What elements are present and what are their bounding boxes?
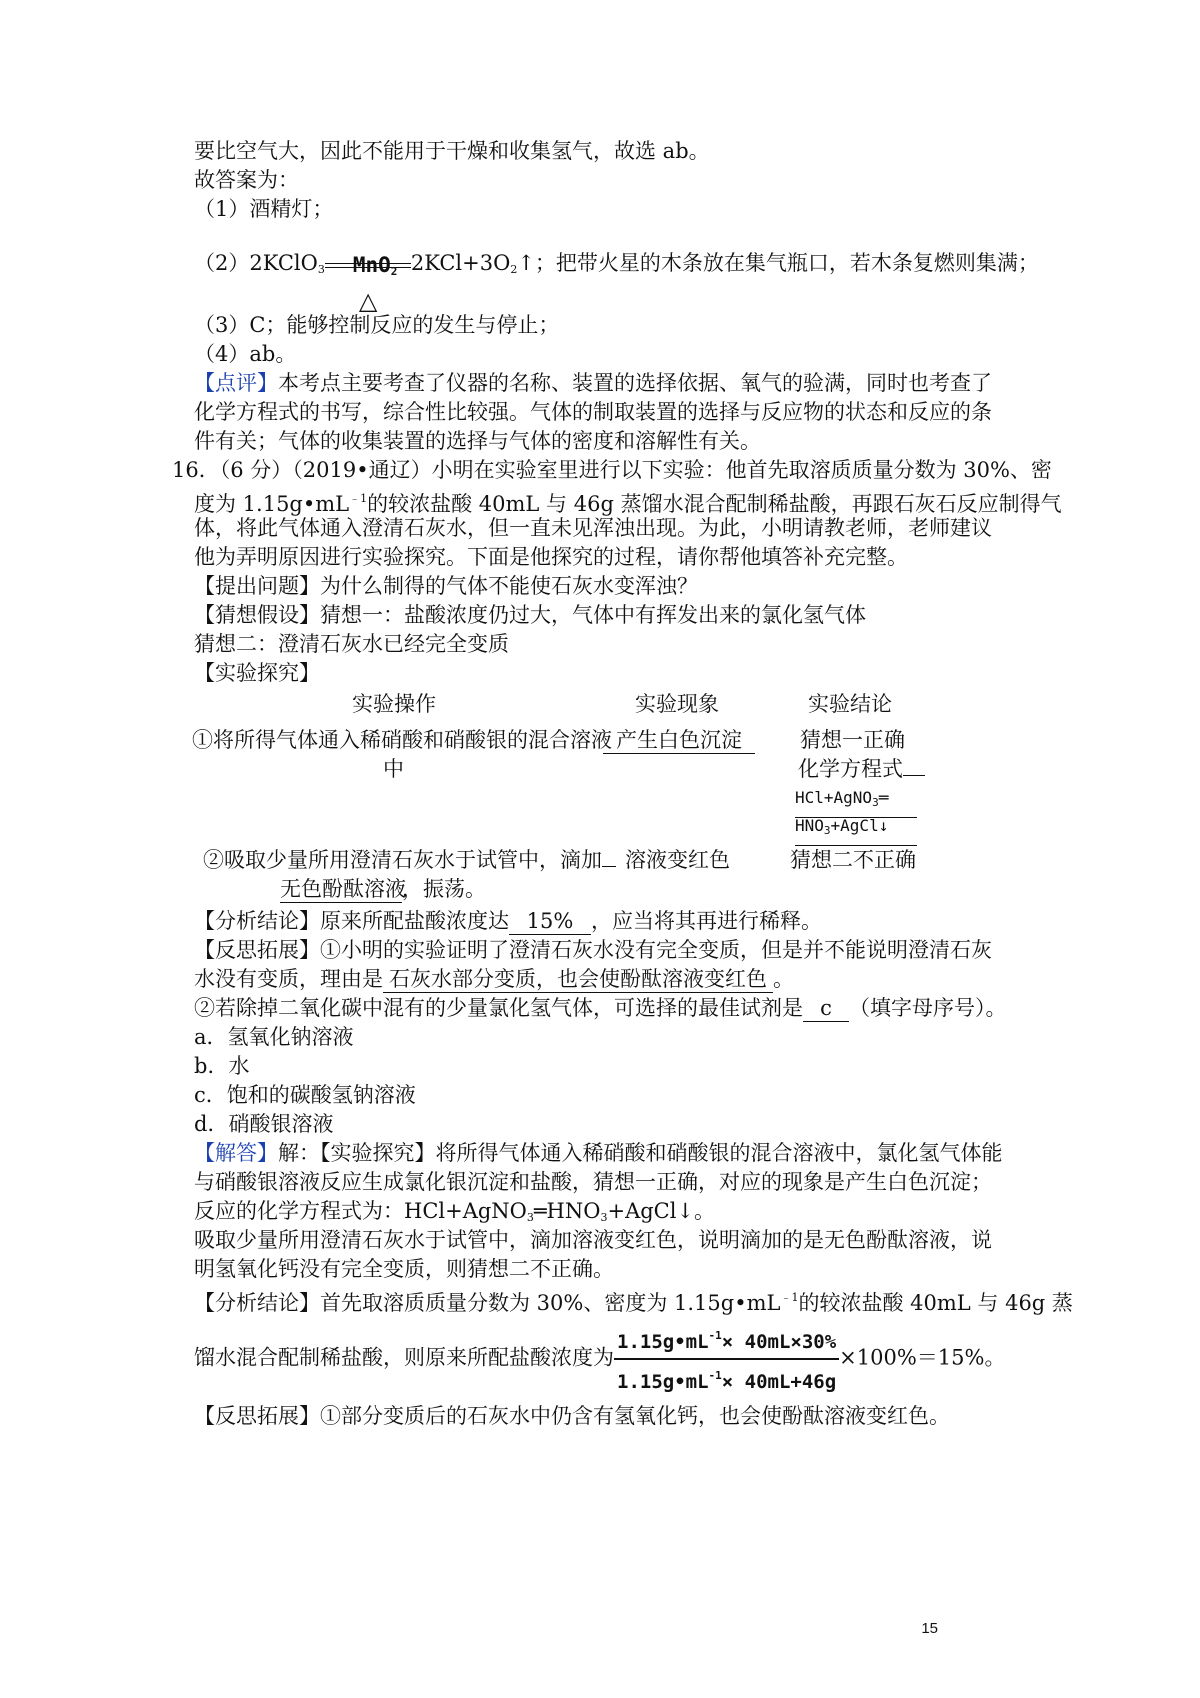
- table-cell: 猜想一正确: [800, 728, 905, 752]
- option-b: b．水: [194, 1054, 250, 1078]
- subscript: 3: [317, 263, 325, 276]
- option-a: a．氢氧化钠溶液: [194, 1025, 354, 1049]
- solution-line: 【解答】解：【实验探究】将所得气体通入稀硝酸和硝酸银的混合溶液中，氯化氢气体能: [194, 1141, 1003, 1165]
- text-line: 吸取少量所用澄清石灰水于试管中，滴加溶液变红色，说明滴加的是无色酚酞溶液，说: [194, 1228, 992, 1252]
- answer-blank: 无色酚酞溶液: [280, 877, 406, 901]
- review-line: 【点评】本考点主要考查了仪器的名称、装置的选择依据、氧气的验满，同时也考查了: [194, 371, 992, 395]
- text-line: 【反思拓展】①小明的实验证明了澄清石灰水没有完全变质，但是并不能说明澄清石灰: [194, 938, 992, 962]
- text-line: 与硝酸银溶液反应生成氯化银沉淀和盐酸，猜想一正确，对应的现象是产生白色沉淀；: [194, 1170, 992, 1194]
- text-line: （1）酒精灯；: [194, 197, 334, 221]
- text-line: 【反思拓展】①部分变质后的石灰水中仍含有氢氧化钙，也会使酚酞溶液变红色。: [194, 1404, 950, 1428]
- chemical-equation: [194, 230, 1039, 315]
- text-line: 【提出问题】为什么制得的气体不能使石灰水变浑浊？: [194, 574, 698, 598]
- table-cell: 猜想二不正确: [790, 848, 916, 872]
- text-line: 【分析结论】原来所配盐酸浓度达 15% ，应当将其再进行稀释。: [194, 909, 822, 933]
- table-cell: 中: [383, 757, 404, 781]
- question-16-stem: 16．（6 分）（2019•通辽）小明在实验室里进行以下实验：他首先取溶质质量分数为 30%、密: [172, 458, 1052, 482]
- equation-product: 2KCl+3O: [410, 251, 511, 275]
- fraction: [614, 1322, 839, 1396]
- option-d: d．硝酸银溶液: [194, 1112, 334, 1136]
- table-header: 实验现象: [635, 692, 719, 716]
- concentration-formula: 馏水混合配制稀盐酸，则原来所配盐酸浓度为 $\frac{1.15g•mL^{-1}\times 40mL\times 30\%}{1.15g•mL^{-1}\times 40mL+46g}$ ×100%＝15%。: [194, 1322, 1005, 1396]
- text-line: 体，将此气体通入澄清石灰水，但一直未见浑浊出现。为此，小明请教老师，老师建议: [194, 516, 992, 540]
- text-line: 猜想二：澄清石灰水已经完全变质: [194, 632, 509, 656]
- text-line: 【分析结论】首先取溶质质量分数为 30%、密度为 $1.15g•mL^{﹣1}$的较浓盐酸 40mL 与 46g 蒸: [194, 1291, 1073, 1315]
- text-line: （3）C；能够控制反应的发生与停止；: [194, 313, 560, 337]
- answer-blank: c: [803, 995, 849, 1022]
- text-line: 明氢氧化钙没有完全变质，则猜想二不正确。: [194, 1257, 614, 1281]
- text-line: ↑；把带火星的木条放在集气瓶口，若木条复燃则集满；: [517, 251, 1039, 275]
- text-line: ②若除掉二氧化碳中混有的少量氯化氢气体，可选择的最佳试剂是 c （填字母序号）。: [194, 996, 1007, 1020]
- heat-condition: △: [358, 286, 378, 315]
- text-line: 件有关；气体的收集装置的选择与气体的密度和溶解性有关。: [194, 429, 761, 453]
- table-cell: 化学方程式: [798, 755, 925, 783]
- equation-reactant: （2）2KClO: [194, 251, 318, 275]
- text-line: 他为弄明原因进行实验探究。下面是他探究的过程，请你帮他填答补充完整。: [194, 545, 908, 569]
- table-cell: ①将所得气体通入稀硝酸和硝酸银的混合溶液: [192, 728, 612, 752]
- text-line: 化学方程式的书写，综合性比较强。气体的制取装置的选择与反应物的状态和反应的条: [194, 400, 992, 424]
- text-line: 【猜想假设】猜想一：盐酸浓度仍过大，气体中有挥发出来的氯化氢气体: [194, 603, 866, 627]
- option-c: c．饱和的碳酸氢钠溶液: [194, 1083, 416, 1107]
- table-cell: ②吸取少量所用澄清石灰水于试管中，滴加: [203, 846, 616, 874]
- page-number: 15: [921, 1620, 938, 1637]
- text-line: 反应的化学方程式为：$HCl+AgNO_3═HNO_3+AgCl↓$。: [194, 1199, 716, 1224]
- text-line: 水没有变质，理由是 石灰水部分变质，也会使酚酞溶液变红色 。: [194, 967, 794, 991]
- table-header: 实验结论: [808, 692, 892, 716]
- review-tag: 【点评】: [194, 371, 278, 395]
- reaction-sign: [325, 232, 411, 315]
- text-line: （4）ab。: [194, 342, 297, 366]
- answer-blank: 产生白色沉淀: [603, 727, 755, 754]
- answer-blank: 石灰水部分变质，也会使酚酞溶液变红色: [383, 966, 773, 993]
- fraction-denominator: $1.15g•mL^{-1}\times 40mL+46g$: [617, 1369, 837, 1393]
- catalyst-label: MnO$_2$: [352, 252, 398, 278]
- table-header: 实验操作: [352, 692, 436, 716]
- answer-blank-equation-1: HCl+AgNO$_3$═: [795, 784, 917, 818]
- solution-tag: 【解答】: [194, 1141, 278, 1165]
- text-line: 故答案为：: [194, 168, 299, 192]
- table-cell: [603, 726, 755, 754]
- answer-blank: 15%: [509, 908, 591, 935]
- text-line: 度为 $1.15g•mL^{﹣1}$的较浓盐酸 40mL 与 46g 蒸馏水混合配制稀盐酸，再跟石灰石反应制得气: [194, 492, 1062, 516]
- text-line: 要比空气大，因此不能用于干燥和收集氢气，故选 ab。: [194, 139, 710, 163]
- table-cell: 溶液变红色: [625, 848, 730, 872]
- text-line: 【实验探究】: [194, 661, 320, 685]
- table-cell: 无色酚酞溶液，振荡。: [280, 877, 486, 901]
- fraction-numerator: $1.15g•mL^{-1}\times 40mL\times 30\%$: [614, 1322, 839, 1360]
- subscript: 2: [510, 263, 518, 276]
- answer-blank-equation-2: $HNO_3+AgCl↓$: [795, 812, 917, 846]
